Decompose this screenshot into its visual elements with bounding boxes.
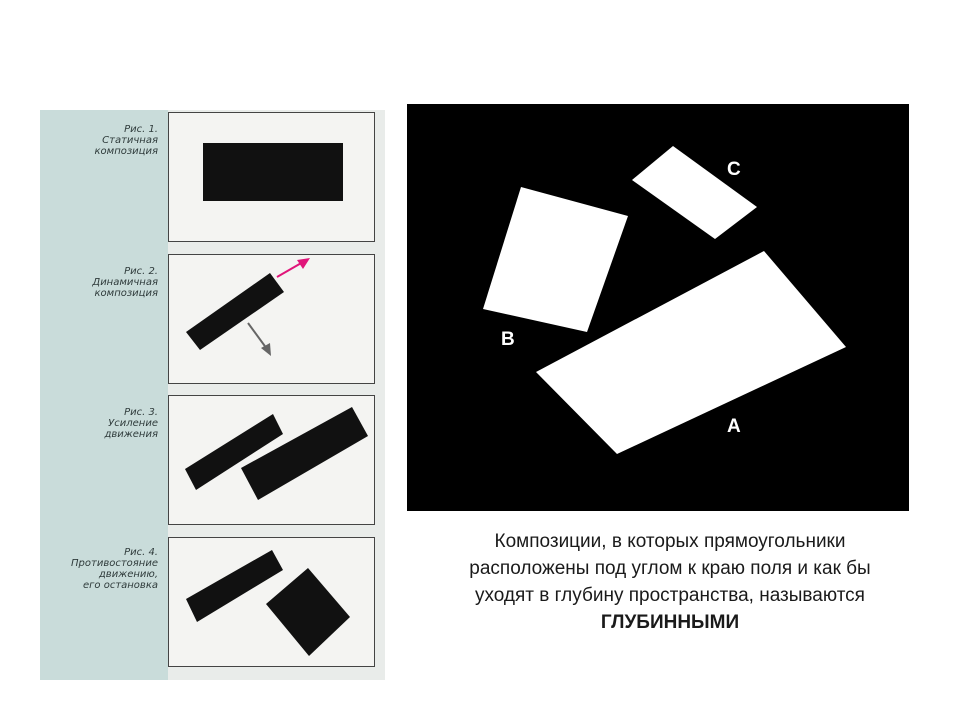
depth-composition-diagram <box>407 104 909 511</box>
figure-3-drawing <box>169 396 376 526</box>
label-b: B <box>501 329 515 350</box>
figure-2-caption <box>40 266 158 299</box>
figure-3-number: Рис. 3. <box>124 407 158 418</box>
caption-line-3: уходят в глубину пространства, называются <box>475 585 865 606</box>
figure-3-frame <box>168 395 375 525</box>
caption-emphasis: ГЛУБИННЫМИ <box>600 612 740 633</box>
stopping-rectangle <box>266 568 350 656</box>
caption-strip <box>40 110 168 680</box>
caption-line-2: расположены под углом к краю поля и как бы <box>469 558 871 579</box>
figure-2-drawing <box>169 255 376 385</box>
gray-arrow-shaft <box>248 323 267 349</box>
label-c: C <box>727 159 741 180</box>
figure-4-title: Противостояние <box>71 558 158 569</box>
static-rectangle <box>203 143 343 201</box>
figure-4-frame <box>168 537 375 667</box>
depth-composition-svg <box>407 104 909 511</box>
figure-4-number: Рис. 4. <box>124 547 158 558</box>
figure-4-caption <box>40 547 158 591</box>
pink-arrow-shaft <box>277 262 303 277</box>
figure-1-title-2: композиция <box>94 146 158 157</box>
slide-caption <box>405 528 935 636</box>
figure-3-title: Усиление <box>108 418 158 429</box>
figure-1-number: Рис. 1. <box>124 124 158 135</box>
dynamic-rectangle <box>186 273 284 350</box>
caption-line-1: Композиции, в которых прямоугольники <box>494 531 846 552</box>
figure-4-drawing <box>169 538 376 668</box>
figure-2-title-2: композиция <box>94 288 158 299</box>
figure-4-title-3: его остановка <box>83 580 158 591</box>
rectangle-right <box>241 407 368 500</box>
figure-1-frame <box>168 112 375 242</box>
figure-2-frame <box>168 254 375 384</box>
figure-1-title: Статичная <box>102 135 158 146</box>
figure-1-drawing <box>169 113 376 243</box>
label-a: A <box>727 416 741 437</box>
figure-2-number: Рис. 2. <box>124 266 158 277</box>
moving-rectangle <box>186 550 283 622</box>
figure-4-title-2: движению, <box>98 569 158 580</box>
rectangle-b <box>483 187 628 332</box>
figure-3-title-2: движения <box>104 429 158 440</box>
figure-3-caption <box>40 407 158 440</box>
figure-2-title: Динамичная <box>92 277 158 288</box>
gray-arrow-head <box>261 343 271 356</box>
figure-1-caption <box>40 124 158 157</box>
